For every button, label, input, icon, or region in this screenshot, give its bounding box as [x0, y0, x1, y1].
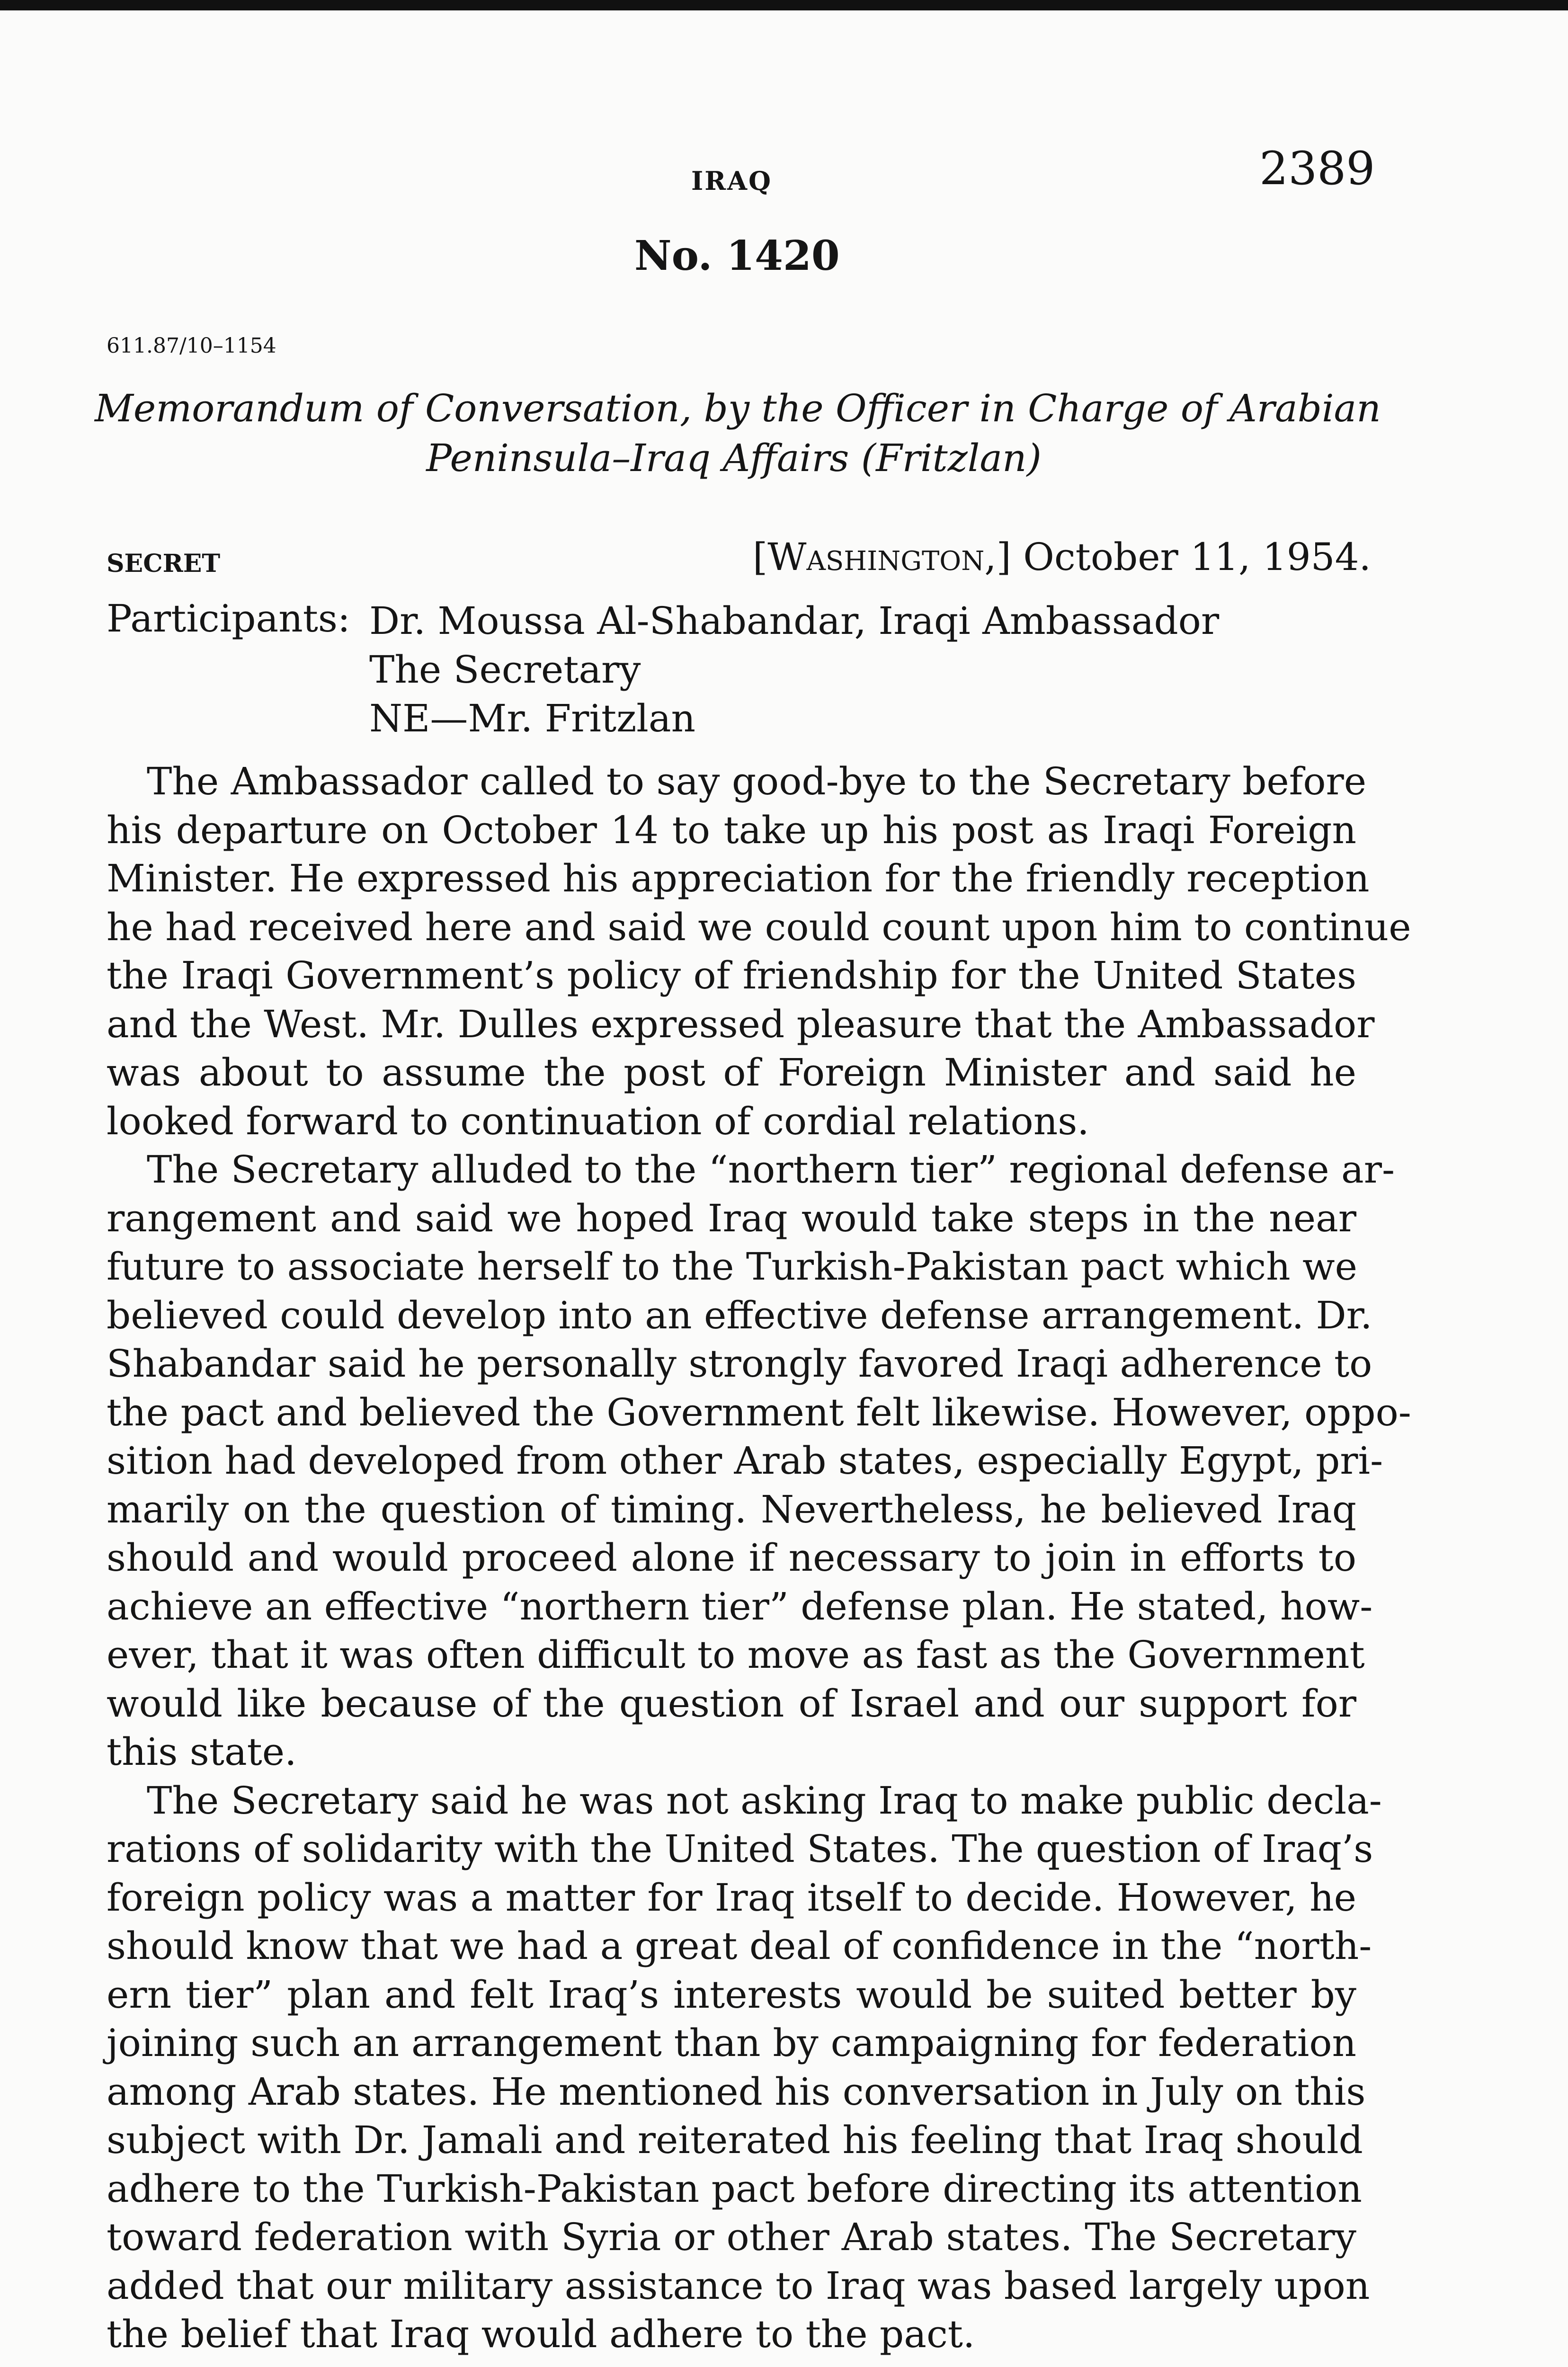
text-line: the belief that Iraq would adhere to the pact.: [107, 2312, 975, 2356]
text-line: foreign policy was a matter for Iraq itself to decide. However, he: [107, 1875, 1356, 1920]
text-line: he had received here and said we could count upon him to continue: [107, 905, 1411, 949]
file-reference: 611.87/10–1154: [107, 334, 276, 358]
text-line: among Arab states. He mentioned his conversation in July on this: [107, 2069, 1366, 2114]
text-line: ever, that it was often difficult to move as fast as the Government: [107, 1633, 1365, 1677]
text-line: would like because of the question of Israel and our support for: [107, 1681, 1356, 1726]
text-line: ern tier” plan and felt Iraq’s interests would be suited better by: [107, 1972, 1356, 2017]
text-line: looked forward to continuation of cordial relations.: [107, 1099, 1089, 1143]
text-line: The Secretary alluded to the “northern tier” regional defense ar-: [147, 1148, 1395, 1192]
text-line: his departure on October 14 to take up his post as Iraqi Foreign: [107, 808, 1356, 852]
dateline-place: Washington: [767, 535, 985, 579]
text-line: achieve an effective “northern tier” defense plan. He stated, how-: [107, 1584, 1373, 1628]
document-number: No. 1420: [634, 232, 840, 280]
running-head: IRAQ: [691, 166, 773, 196]
dateline-date: October 11, 1954.: [1023, 535, 1371, 579]
participant-item: The Secretary: [369, 648, 641, 692]
top-border-rule: [0, 0, 1568, 10]
text-line: and the West. Mr. Dulles expressed pleasure that the Ambassador: [107, 1002, 1375, 1046]
classification-marking: SECRET: [107, 549, 221, 578]
text-line: marily on the question of timing. Nevertheless, he believed Iraq: [107, 1487, 1356, 1531]
text-line: this state.: [107, 1730, 297, 1774]
text-line: Shabandar said he personally strongly favored Iraqi adherence to: [107, 1342, 1372, 1386]
text-line: should know that we had a great deal of confidence in the “north-: [107, 1924, 1372, 1968]
memo-title-line-1: Memorandum of Conversation, by the Officer in Charge of Arabian: [95, 386, 1381, 430]
text-line: rangement and said we hoped Iraq would take steps in the near: [107, 1196, 1356, 1240]
participants-label: Participants:: [107, 596, 350, 641]
participant-item: Dr. Moussa Al-Shabandar, Iraqi Ambassador: [369, 599, 1220, 643]
text-line: believed could develop into an effective defense arrangement. Dr.: [107, 1293, 1372, 1337]
text-line: toward federation with Syria or other Arab states. The Secretary: [107, 2215, 1356, 2259]
text-line: The Ambassador called to say good-bye to the Secretary before: [147, 759, 1367, 803]
page-number: 2389: [1259, 142, 1375, 195]
participant-item: NE—Mr. Fritzlan: [369, 696, 696, 740]
text-line: subject with Dr. Jamali and reiterated his feeling that Iraq should: [107, 2118, 1363, 2162]
paragraph-3: [107, 1777, 1382, 2359]
text-line: future to associate herself to the Turkish-Pakistan pact which we: [107, 1245, 1357, 1289]
paragraph-2: [107, 1146, 1411, 1777]
text-line: joining such an arrangement than by campaigning for federation: [107, 2021, 1356, 2065]
text-line: was about to assume the post of Foreign Minister and said he: [107, 1050, 1356, 1095]
text-line: The Secretary said he was not asking Iraq to make public decla-: [147, 1778, 1382, 1823]
text-line: rations of solidarity with the United States. The question of Iraq’s: [107, 1827, 1373, 1871]
text-line: sition had developed from other Arab states, especially Egypt, pri-: [107, 1439, 1383, 1483]
text-line: adhere to the Turkish-Pakistan pact before directing its attention: [107, 2166, 1362, 2211]
text-line: added that our military assistance to Iraq was based largely upon: [107, 2263, 1370, 2308]
dateline: [753, 535, 1371, 579]
dateline-place-close: ,]: [984, 535, 1011, 579]
participants-list: [369, 596, 1219, 743]
text-line: the pact and believed the Government felt likewise. However, oppo-: [107, 1390, 1411, 1434]
memo-title-line-2: Peninsula–Iraq Affairs (Fritzlan): [426, 436, 1042, 480]
text-line: should and would proceed alone if necessary to join in efforts to: [107, 1536, 1356, 1580]
text-line: Minister. He expressed his appreciation for the friendly reception: [107, 856, 1370, 900]
memo-title: [95, 383, 1381, 483]
memo-body: [107, 757, 1411, 2359]
dateline-place-open: [: [753, 535, 768, 579]
text-line: the Iraqi Government’s policy of friendship for the United States: [107, 953, 1356, 997]
paragraph-1: [107, 757, 1411, 1146]
